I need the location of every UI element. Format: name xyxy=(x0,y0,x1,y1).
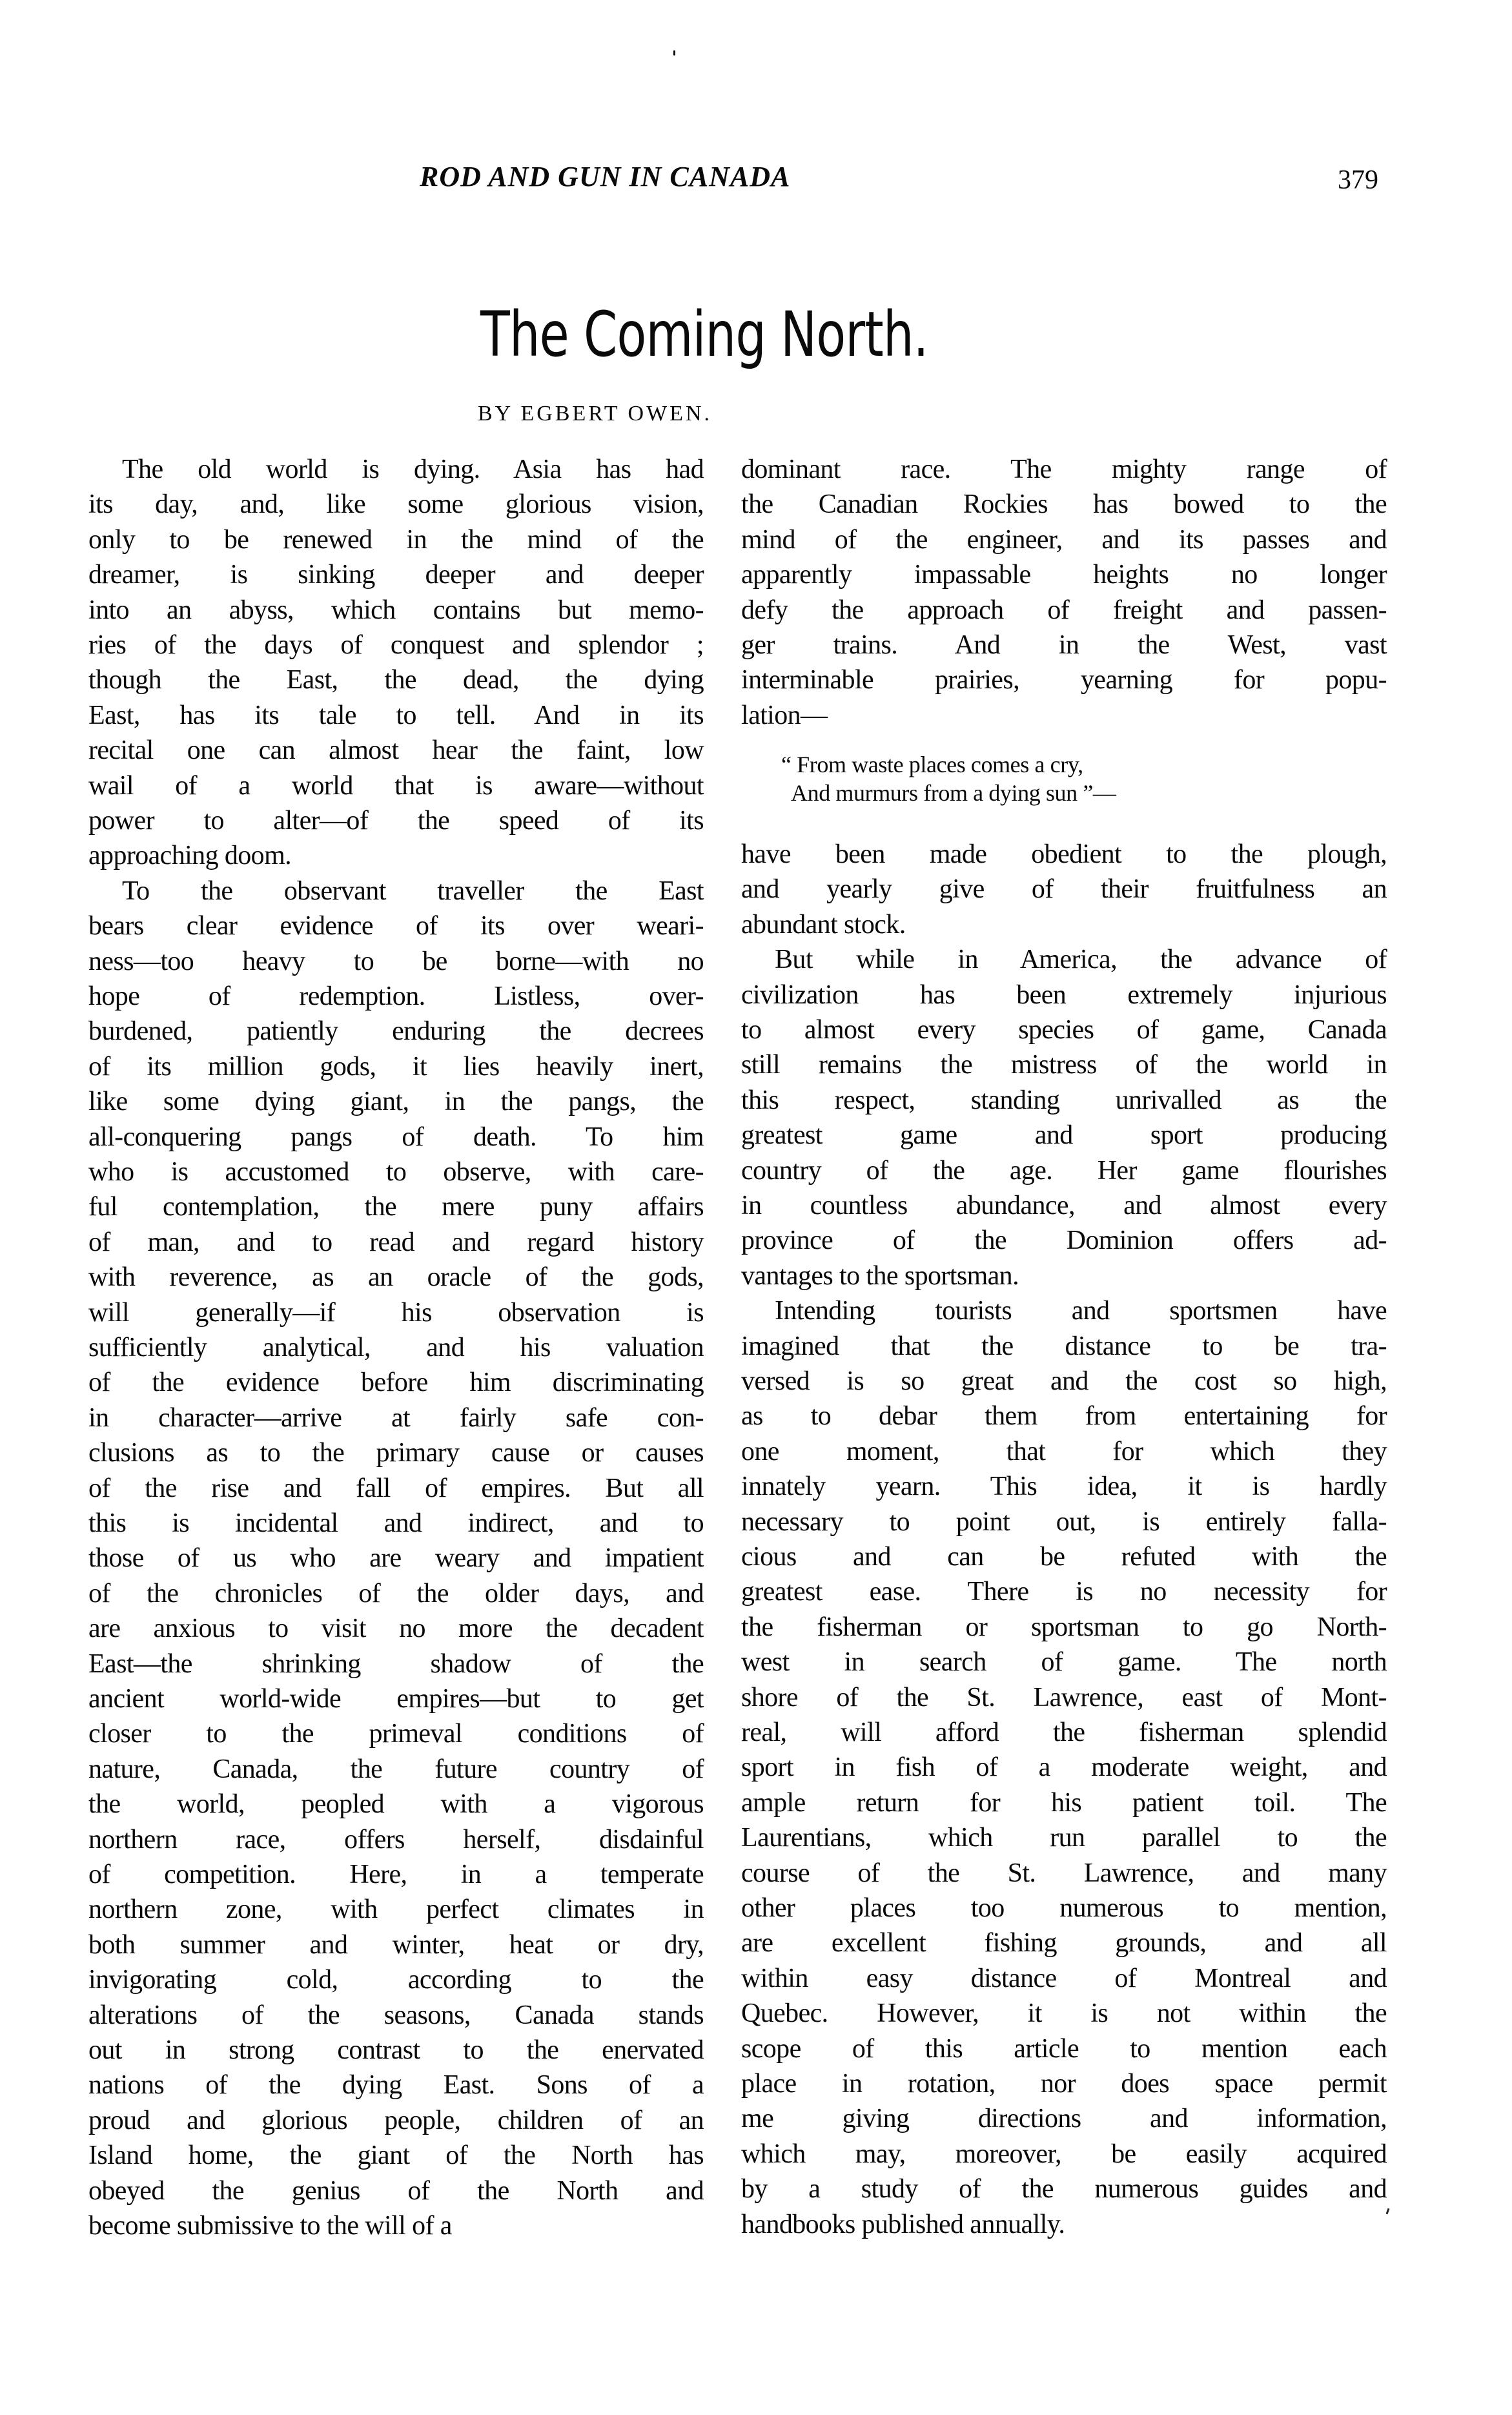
text-line: like some dying giant, in the pangs, the xyxy=(88,1087,704,1117)
text-line: greatest game and sport producing xyxy=(741,1120,1387,1151)
text-line: bears clear evidence of its over weari- xyxy=(88,911,704,941)
text-line: and yearly give of their fruitfulness an xyxy=(741,874,1387,905)
text-line: northern race, offers herself, disdainful xyxy=(88,1824,704,1855)
text-line: clusions as to the primary cause or causes xyxy=(88,1438,704,1468)
text-line: though the East, the dead, the dying xyxy=(88,665,704,695)
running-head: ROD AND GUN IN CANADA xyxy=(420,161,791,192)
text-line: still remains the mistress of the world in xyxy=(741,1050,1387,1080)
text-line: sport in fish of a moderate weight, and xyxy=(741,1752,1387,1783)
text-line: of competition. Here, in a temperate xyxy=(88,1860,704,1889)
text-line: nations of the dying East. Sons of a xyxy=(88,2070,704,2101)
text-line: sufficiently analytical, and his valuation xyxy=(88,1333,704,1362)
page-number: 379 xyxy=(1338,165,1378,195)
text-line: proud and glorious people, children of an xyxy=(88,2105,704,2135)
text-line: real, will afford the fisherman splendid xyxy=(741,1718,1387,1747)
text-line: those of us who are weary and impatient xyxy=(88,1543,704,1574)
text-line: both summer and winter, heat or dry, xyxy=(88,1929,704,1960)
text-line: province of the Dominion offers ad- xyxy=(741,1226,1387,1256)
text-line: are excellent fishing grounds, and all xyxy=(741,1928,1387,1958)
text-line: East, has its tale to tell. And in its xyxy=(88,700,704,730)
text-line: lation— xyxy=(741,700,828,730)
text-line: shore of the St. Lawrence, east of Mont- xyxy=(741,1682,1387,1712)
text-line: apparently impassable heights no longer xyxy=(741,560,1387,590)
text-line: nature, Canada, the future country of xyxy=(88,1754,704,1784)
text-line: greatest ease. There is no necessity for xyxy=(741,1577,1387,1607)
text-line: dominant race. The mighty range of xyxy=(741,455,1387,484)
text-line: by a study of the numerous guides and xyxy=(741,2174,1387,2204)
text-line: only to be renewed in the mind of the xyxy=(88,524,704,555)
text-line: with reverence, as an oracle of the gods, xyxy=(88,1262,704,1293)
text-line: into an abyss, which contains but memo- xyxy=(88,595,704,625)
text-line: of the rise and fall of empires. But all xyxy=(88,1473,704,1503)
text-line: Laurentians, which run parallel to the xyxy=(741,1823,1387,1853)
text-line: all-conquering pangs of death. To him xyxy=(88,1122,704,1152)
text-line: interminable prairies, yearning for popu- xyxy=(741,665,1387,695)
text-line: closer to the primeval conditions of xyxy=(88,1719,704,1749)
text-line: the fisherman or sportsman to go North- xyxy=(741,1612,1387,1642)
text-line: out in strong contrast to the enervated xyxy=(88,2035,704,2065)
text-line: ness—too heavy to be borne—with no xyxy=(88,946,704,976)
text-line: burdened, patiently enduring the decrees xyxy=(88,1016,704,1047)
text-line: recital one can almost hear the faint, low xyxy=(88,735,704,766)
text-line: have been made obedient to the plough, xyxy=(741,839,1387,869)
text-line: me giving directions and information, xyxy=(741,2104,1387,2134)
text-line: place in rotation, nor does space permit xyxy=(741,2069,1387,2099)
text-line: as to debar them from entertaining for xyxy=(741,1401,1387,1432)
text-line: of the chronicles of the older days, and xyxy=(88,1578,704,1608)
text-line: of its million gods, it lies heavily inert, xyxy=(88,1051,704,1082)
text-line: the Canadian Rockies has bowed to the xyxy=(741,489,1387,520)
text-line: this respect, standing unrivalled as the xyxy=(741,1085,1387,1115)
text-line: cious and can be refuted with the xyxy=(741,1542,1387,1572)
text-line: invigorating cold, according to the xyxy=(88,1965,704,1995)
text-line: Quebec. However, it is not within the xyxy=(741,1999,1387,2029)
text-line: country of the age. Her game flourishes xyxy=(741,1155,1387,1186)
text-line: scope of this article to mention each xyxy=(741,2033,1387,2064)
text-line: Island home, the giant of the North has xyxy=(88,2141,704,2171)
text-line: to almost every species of game, Canada xyxy=(741,1015,1387,1045)
text-line: ries of the days of conquest and splendor ; xyxy=(88,630,704,660)
text-line: ger trains. And in the West, vast xyxy=(741,630,1387,660)
text-line: the world, peopled with a vigorous xyxy=(88,1789,704,1820)
text-line: necessary to point out, is entirely falla- xyxy=(741,1506,1387,1537)
text-line: ful contemplation, the mere puny affairs xyxy=(88,1192,704,1222)
text-line: The old world is dying. Asia has had xyxy=(122,455,704,484)
text-line: But while in America, the advance of xyxy=(775,945,1387,975)
text-line: one moment, that for which they xyxy=(741,1436,1387,1466)
article-title: The Coming North. xyxy=(480,298,928,371)
text-line: wail of a world that is aware—without xyxy=(88,770,704,801)
text-line: East—the shrinking shadow of the xyxy=(88,1649,704,1679)
text-line: dreamer, is sinking deeper and deeper xyxy=(88,560,704,590)
text-line: in countless abundance, and almost every xyxy=(741,1191,1387,1220)
text-line: approaching doom. xyxy=(88,841,292,871)
text-line: abundant stock. xyxy=(741,909,906,940)
text-line: in character—arrive at fairly safe con- xyxy=(88,1403,704,1433)
text-line: mind of the engineer, and its passes and xyxy=(741,524,1387,555)
text-line: handbooks published annually. xyxy=(741,2209,1065,2239)
text-line: its day, and, like some glorious vision, xyxy=(88,489,704,520)
text-line: course of the St. Lawrence, and many xyxy=(741,1858,1387,1888)
text-line: of man, and to read and regard history xyxy=(88,1227,704,1257)
text-line: Intending tourists and sportsmen have xyxy=(775,1296,1387,1326)
text-line: imagined that the distance to be tra- xyxy=(741,1331,1387,1361)
text-line: this is incidental and indirect, and to xyxy=(88,1508,704,1538)
text-line: west in search of game. The north xyxy=(741,1647,1387,1678)
text-line: who is accustomed to observe, with care- xyxy=(88,1157,704,1187)
text-line: ample return for his patient toil. The xyxy=(741,1787,1387,1818)
text-line: of the evidence before him discriminating xyxy=(88,1368,704,1398)
text-line: vantages to the sportsman. xyxy=(741,1260,1019,1291)
text-line: innately yearn. This idea, it is hardly xyxy=(741,1472,1387,1502)
text-line: civilization has been extremely injurious xyxy=(741,980,1387,1010)
text-line: alterations of the seasons, Canada stands xyxy=(88,2000,704,2030)
text-line: become submissive to the will of a xyxy=(88,2211,452,2241)
text-line: obeyed the genius of the North and xyxy=(88,2175,704,2206)
text-line: which may, moreover, be easily acquired xyxy=(741,2139,1387,2169)
article-byline: BY EGBERT OWEN. xyxy=(478,402,712,426)
text-line: within easy distance of Montreal and xyxy=(741,1963,1387,1993)
text-line: northern zone, with perfect climates in xyxy=(88,1895,704,1925)
scan-speck xyxy=(673,50,675,56)
text-line: other places too numerous to mention, xyxy=(741,1893,1387,1923)
text-line: will generally—if his observation is xyxy=(88,1297,704,1328)
verse-quote-line: And murmurs from a dying sun ”— xyxy=(791,780,1116,806)
text-line: power to alter—of the speed of its xyxy=(88,806,704,836)
text-line: are anxious to visit no more the decadent xyxy=(88,1614,704,1644)
text-line: defy the approach of freight and passen- xyxy=(741,595,1387,625)
verse-quote-line: “ From waste places comes a cry, xyxy=(781,752,1083,777)
text-line: To the observant traveller the East xyxy=(122,876,704,906)
text-line: ancient world-wide empires—but to get xyxy=(88,1684,704,1714)
text-line: hope of redemption. Listless, over- xyxy=(88,981,704,1011)
text-line: versed is so great and the cost so high, xyxy=(741,1366,1387,1396)
